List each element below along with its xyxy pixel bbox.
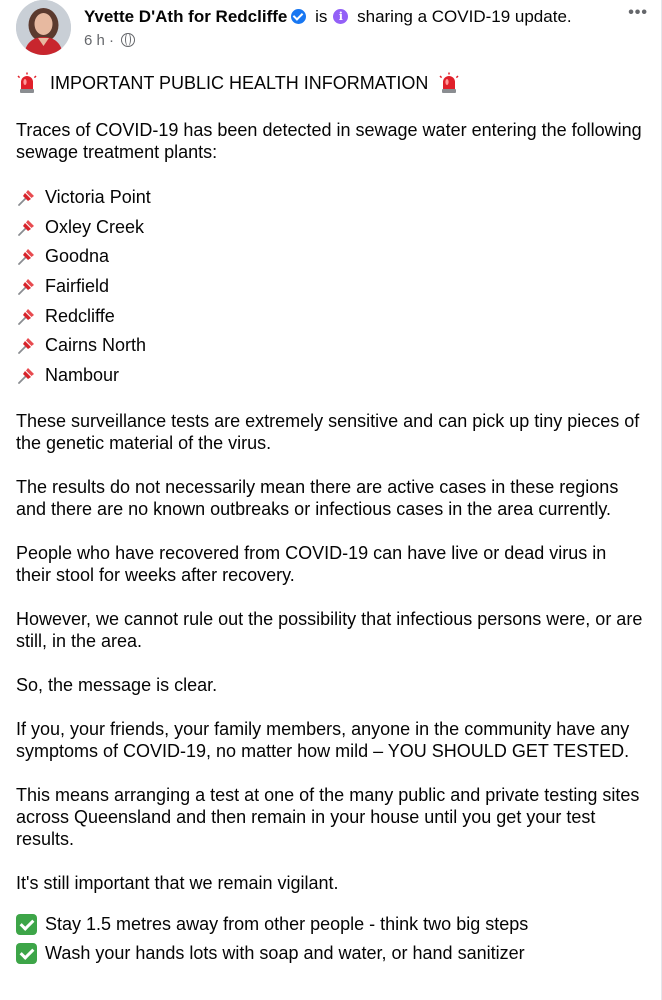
plant-name: Victoria Point bbox=[45, 186, 151, 207]
checklist-text: Stay 1.5 metres away from other people - think two big steps bbox=[45, 914, 529, 935]
checklist-text: Wash your hands lots with soap and water, or hand sanitizer bbox=[45, 943, 525, 964]
pushpin-icon bbox=[16, 186, 38, 208]
author-name[interactable]: Yvette D'Ath for Redcliffe bbox=[84, 7, 288, 26]
checklist bbox=[16, 910, 646, 968]
paragraph-results: The results do not necessarily mean there are active cases in these regions and there are no known outbreaks or infectious cases in the area currently. bbox=[16, 476, 619, 519]
info-icon bbox=[333, 9, 348, 24]
pushpin-icon bbox=[16, 305, 38, 327]
siren-icon bbox=[438, 72, 460, 94]
pushpin-icon bbox=[16, 245, 38, 267]
avatar[interactable] bbox=[16, 0, 71, 55]
post-meta bbox=[84, 32, 135, 49]
siren-icon bbox=[16, 72, 38, 94]
avatar-image bbox=[16, 0, 71, 55]
check-mark-button-icon bbox=[16, 914, 37, 935]
pushpin-icon bbox=[16, 364, 38, 386]
plant-name: Nambour bbox=[45, 364, 120, 385]
list-item bbox=[16, 271, 646, 301]
post-time[interactable]: 6 h bbox=[84, 32, 105, 49]
list-item bbox=[16, 212, 646, 242]
check-mark-button-icon bbox=[16, 943, 37, 964]
activity-text: sharing a COVID-19 update. bbox=[357, 7, 572, 26]
is-word: is bbox=[315, 7, 328, 26]
paragraph-vigilant: It's still important that we remain vigilant. bbox=[16, 872, 339, 893]
post-header bbox=[0, 0, 662, 62]
headline-text: IMPORTANT PUBLIC HEALTH INFORMATION bbox=[50, 73, 429, 93]
paragraph-arrange-test: This means arranging a test at one of the many public and private testing sites across Queensland and then remain in your house until you get your test results. bbox=[16, 784, 640, 849]
plant-name: Cairns North bbox=[45, 335, 147, 356]
pushpin-icon bbox=[16, 275, 38, 297]
author-line bbox=[84, 6, 572, 28]
verified-badge-icon bbox=[291, 9, 306, 24]
list-item bbox=[16, 241, 646, 271]
paragraph-get-tested: If you, your friends, your family members, anyone in the community have any symptoms of COVID-19, no matter how mild – YOU SHOULD GET TESTED. bbox=[16, 718, 630, 761]
pushpin-icon bbox=[16, 334, 38, 356]
list-item bbox=[16, 182, 646, 212]
plant-name: Redcliffe bbox=[45, 305, 115, 326]
paragraph-message: So, the message is clear. bbox=[16, 674, 218, 695]
plant-name: Oxley Creek bbox=[45, 216, 145, 237]
meta-separator: · bbox=[109, 32, 115, 49]
list-item bbox=[16, 910, 646, 939]
intro-paragraph: Traces of COVID-19 has been detected in sewage water entering the following sewage treatment plants: bbox=[16, 120, 642, 162]
list-item bbox=[16, 301, 646, 331]
list-item bbox=[16, 939, 646, 968]
paragraph-surveillance: These surveillance tests are extremely sensitive and can pick up tiny pieces of the genetic material of the virus. bbox=[16, 410, 640, 453]
plant-name: Goodna bbox=[45, 246, 110, 267]
globe-icon[interactable] bbox=[121, 33, 135, 47]
plant-name: Fairfield bbox=[45, 275, 110, 296]
more-options-button[interactable]: ••• bbox=[628, 4, 648, 21]
headline bbox=[16, 68, 646, 98]
paragraph-rule-out: However, we cannot rule out the possibility that infectious persons were, or are still, in the area. bbox=[16, 608, 643, 651]
pushpin-icon bbox=[16, 216, 38, 238]
list-item bbox=[16, 360, 646, 390]
list-item bbox=[16, 330, 646, 360]
post-body bbox=[0, 68, 662, 968]
plant-list bbox=[16, 182, 646, 390]
paragraph-recovered: People who have recovered from COVID-19 can have live or dead virus in their stool for weeks after recovery. bbox=[16, 542, 607, 585]
